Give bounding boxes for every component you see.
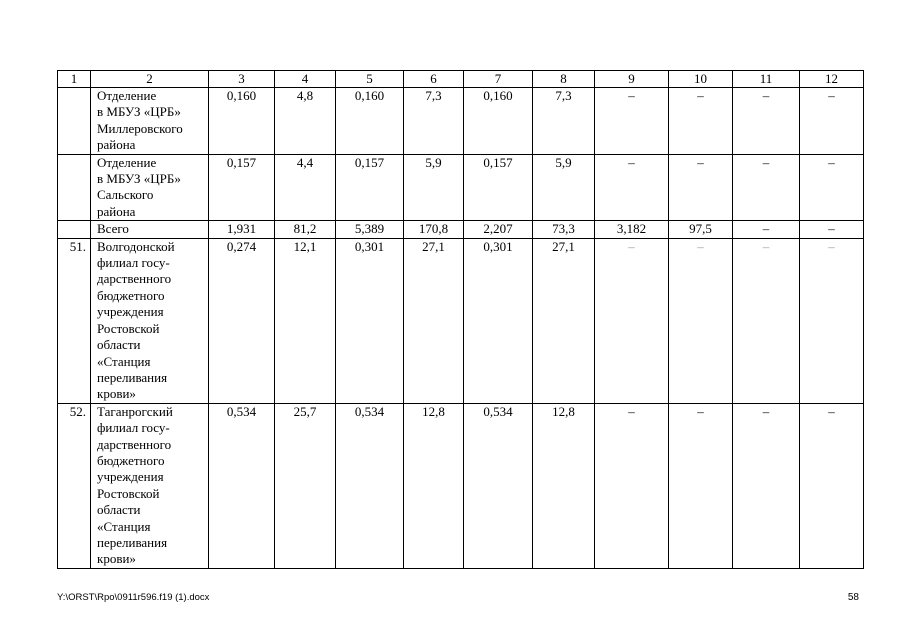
data-table — [57, 70, 864, 569]
table-cell: 27,1 — [404, 238, 464, 403]
table-cell: – — [595, 154, 669, 221]
table-cell: 0,534 — [209, 403, 275, 568]
table-cell: – — [669, 403, 733, 568]
col-header: 1 — [58, 71, 91, 88]
row-name: Таганрогский филиал госу- дарственного бюджетного учреждения Ростовской области «Станция переливания крови» — [91, 403, 209, 568]
data-table-container — [57, 70, 863, 569]
row-name: Отделение в МБУЗ «ЦРБ» Миллеровского района — [91, 88, 209, 155]
row-number — [58, 88, 91, 155]
table-cell: 73,3 — [533, 221, 595, 238]
table-cell: 0,534 — [336, 403, 404, 568]
table-cell: 25,7 — [275, 403, 336, 568]
table-cell: – — [800, 403, 864, 568]
table-cell: – — [733, 221, 800, 238]
header-row — [58, 71, 864, 88]
table-cell: 0,274 — [209, 238, 275, 403]
table-row — [58, 154, 864, 221]
page-number: 58 — [847, 592, 859, 603]
table-cell: – — [669, 88, 733, 155]
table-cell: – — [733, 88, 800, 155]
col-header: 8 — [533, 71, 595, 88]
table-row — [58, 238, 864, 403]
table-cell: 0,160 — [209, 88, 275, 155]
table-cell: – — [669, 154, 733, 221]
footer-file-path: Y:\ORST\Rpo\0911r596.f19 (1).docx — [57, 592, 210, 603]
table-cell: 12,8 — [404, 403, 464, 568]
table-cell: 7,3 — [404, 88, 464, 155]
table-cell: 2,207 — [464, 221, 533, 238]
col-header: 9 — [595, 71, 669, 88]
col-header: 5 — [336, 71, 404, 88]
col-header: 7 — [464, 71, 533, 88]
col-header: 3 — [209, 71, 275, 88]
table-cell: 12,8 — [533, 403, 595, 568]
row-number — [58, 154, 91, 221]
table-cell: – — [800, 221, 864, 238]
table-cell: – — [733, 403, 800, 568]
row-number: 51. — [58, 238, 91, 403]
col-header: 4 — [275, 71, 336, 88]
table-cell: 81,2 — [275, 221, 336, 238]
table-cell: 97,5 — [669, 221, 733, 238]
table-cell: 0,301 — [464, 238, 533, 403]
table-cell: 3,182 — [595, 221, 669, 238]
table-cell: 5,9 — [404, 154, 464, 221]
table-cell: – — [595, 403, 669, 568]
table-row — [58, 403, 864, 568]
col-header: 6 — [404, 71, 464, 88]
col-header: 10 — [669, 71, 733, 88]
table-cell: – — [800, 154, 864, 221]
table-cell: – — [669, 238, 733, 403]
table-cell: – — [595, 238, 669, 403]
table-cell: – — [733, 154, 800, 221]
table-cell: 0,301 — [336, 238, 404, 403]
row-number: 52. — [58, 403, 91, 568]
table-cell: 27,1 — [533, 238, 595, 403]
table-row-total — [58, 221, 864, 238]
row-name: Всего — [91, 221, 209, 238]
table-cell: 4,8 — [275, 88, 336, 155]
table-cell: 1,931 — [209, 221, 275, 238]
table-cell: – — [733, 238, 800, 403]
table-cell: 170,8 — [404, 221, 464, 238]
table-cell: 12,1 — [275, 238, 336, 403]
table-cell: 0,157 — [464, 154, 533, 221]
table-cell: 5,389 — [336, 221, 404, 238]
table-cell: 0,160 — [464, 88, 533, 155]
table-cell: – — [800, 88, 864, 155]
row-name: Отделение в МБУЗ «ЦРБ» Сальского района — [91, 154, 209, 221]
table-cell: 0,157 — [209, 154, 275, 221]
col-header: 11 — [733, 71, 800, 88]
table-cell: 0,160 — [336, 88, 404, 155]
table-cell: – — [800, 238, 864, 403]
table-cell: 4,4 — [275, 154, 336, 221]
table-cell: 5,9 — [533, 154, 595, 221]
col-header: 12 — [800, 71, 864, 88]
row-name: Волгодонской филиал госу- дарственного бюджетного учреждения Ростовской области «Станция переливания крови» — [91, 238, 209, 403]
table-cell: 7,3 — [533, 88, 595, 155]
table-cell: 0,157 — [336, 154, 404, 221]
table-row — [58, 88, 864, 155]
table-cell: 0,534 — [464, 403, 533, 568]
col-header: 2 — [91, 71, 209, 88]
row-number — [58, 221, 91, 238]
table-cell: – — [595, 88, 669, 155]
